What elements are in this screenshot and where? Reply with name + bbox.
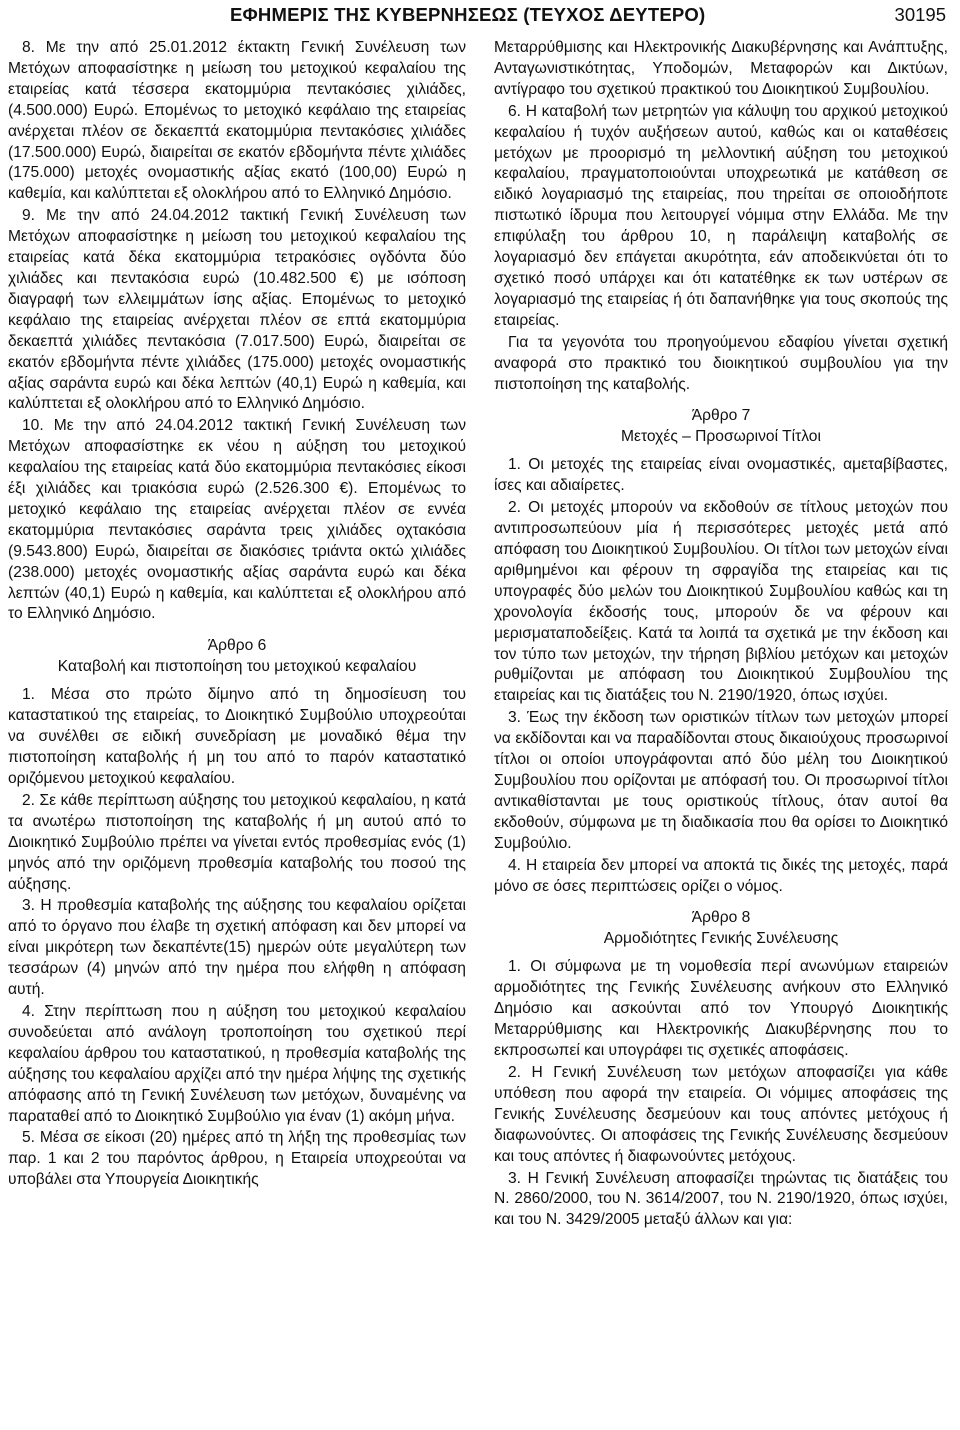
- article-7-paragraph-4: 4. Η εταιρεία δεν μπορεί να αποκτά τις δικές της μετοχές, παρά μόνο σε όσες περιπτώσεις ορίζει ο νόμος.: [494, 856, 948, 895]
- article-6-paragraph-5: 5. Μέσα σε είκοσι (20) ημέρες από τη λήξη της προθεσμίας των παρ. 1 και 2 του παρόντος άρθρου, η Εταιρεία υποχρεούται να υποβάλει στα Υπουργεία Διοικητικής: [8, 1129, 466, 1189]
- article-6-paragraph-2: 2. Σε κάθε περίπτωση αύξησης του μετοχικού κεφαλαίου, η κατά τα ανωτέρω πιστοποίηση της καταβολής ή μη αυτού από το Διοικητικό Συμβούλιο πρέπει να γίνεται εντός προθεσμίας ενός (1) μηνός από την οριζόμενη προθεσμία καταβολής του ποσού της αύξησης.: [8, 791, 466, 893]
- article-6-paragraph-1: 1. Μέσα στο πρώτο δίμηνο από τη δημοσίευση του καταστατικού της εταιρείας, το Διοικητικό Συμβούλιο υποχρεούται να συνέλθει σε ειδική συνεδρίαση με μοναδικό θέμα την πιστοποίηση καταβολής ή μη του από το παρόν καταστατικό οριζόμενου μετοχικού κεφαλαίου.: [8, 686, 466, 787]
- article-8-subtitle: Αρμοδιότητες Γενικής Συνέλευσης: [603, 930, 839, 948]
- article-6-title: Άρθρο 6: [207, 637, 267, 655]
- article-8-heading: [494, 907, 948, 949]
- left-column: [8, 38, 466, 1192]
- article-8-paragraph-3: 3. Η Γενική Συνέλευση αποφασίζει τηρώντας τις διατάξεις του Ν. 2860/2000, του Ν. 3614/2007, του Ν. 2190/1920, όπως ισχύει, και του Ν. 3429/2005 μεταξύ άλλων και για:: [494, 1169, 948, 1229]
- article-8-title: Άρθρο 8: [691, 909, 751, 927]
- article-7-heading: [494, 405, 948, 447]
- paragraph-8: 8. Με την από 25.01.2012 έκτακτη Γενική Συνέλευση των Μετόχων αποφασίστηκε η μείωση του μετοχικού κεφαλαίου της εταιρείας κατά τέσσερα εκατομμύρια πεντακόσιες χιλιάδες, (4.500.000) Ευρώ. Επομένως το μετοχικό κεφάλαιο της εταιρείας ανέρχεται πλέον σε δεκαεπτά εκατομμύρια πεντακόσιες χιλιάδες (17.500.000) Ευρώ, διαιρείται σε εκατόν εβδομήντα πέντε χιλιάδες (175.000) μετοχές ονομαστικής αξίας εκατό (100,00) Ευρώ η καθεμία, και καλύπτεται εξ ολοκλήρου από το Ελληνικό Δημόσιο.: [8, 39, 466, 203]
- continued-paragraph: Μεταρρύθμισης και Ηλεκτρονικής Διακυβέρνησης και Ανάπτυξης, Ανταγωνιστικότητας, Υποδομών, Μεταφορών και Δικτύων, αντίγραφο του σχετικού πρακτικού του Διοικητικού Συμβουλίου.: [494, 39, 948, 98]
- paragraph-10: 10. Με την από 24.04.2012 τακτική Γενική Συνέλευση των Μετόχων αποφασίστηκε εκ νέου η αύξηση του μετοχικού κεφαλαίου της εταιρείας κατά δύο εκατομμύρια πεντακόσιες είκοσι έξι χιλιάδες και τριακόσια ευρώ (2.526.300 €). Επομένως το μετοχικό κεφάλαιο της εταιρείας ανέρχεται πλέον σε εννέα εκατομμύρια πεντακόσιες σαράντα τρεις χιλιάδες οχτακόσια (9.543.800) Ευρώ, διαιρείται σε διακόσιες τριάντα οκτώ χιλιάδες (238.000) μετοχές ονομαστικής αξίας σαράντα ευρώ και δέκα λεπτών (40,1) Ευρώ η καθεμία, και καλύπτεται εξ ολοκλήρου από το Ελληνικό Δημόσιο.: [8, 417, 466, 623]
- article-7-paragraph-2: 2. Οι μετοχές μπορούν να εκδοθούν σε τίτλους μετοχών που αντιπροσωπεύουν μία ή περισσότερες μετοχές μετά από απόφαση του Διοικητικού Συμβουλίου. Οι τίτλοι των μετοχών είναι αριθμημένοι και φέρουν τη σφραγίδα της εταιρείας και τις υπογραφές δύο μελών του Διοικητικού Συμβουλίου καθώς και τη χρονολογία έκδοσής τους, μπορούν δε να φέρουν και μερισματαποδείξεις. Κατά τα λοιπά τα σχετικά με την έκδοση και τον τύπο των μετοχών, την τήρηση βιβλίου μετόχων και μετοχών ρυθμίζονται με απόφαση του Διοικητικού Συμβουλίου της εταιρείας και τις διατάξεις του Ν. 2190/1920, όπως ισχύει.: [494, 499, 948, 705]
- article-6-paragraph-6b: Για τα γεγονότα του προηγούμενου εδαφίου γίνεται σχετική αναφορά στο πρακτικό του διοικητικού συμβουλίου για την πιστοποίηση της καταβολής.: [494, 333, 948, 393]
- page-header: [0, 4, 960, 30]
- right-column: [494, 38, 948, 1232]
- article-7-subtitle: Μετοχές – Προσωρινοί Τίτλοι: [621, 428, 821, 446]
- article-6-paragraph-3: 3. Η προθεσμία καταβολής της αύξησης του κεφαλαίου ορίζεται από το όργανο που έλαβε τη σχετική απόφαση και δεν μπορεί να είναι μικρότερη των δεκαπέντε(15) ημερών ούτε μεγαλύτερη των τεσσάρων (4) μηνών από την ημέρα που ελήφθη η απόφαση αυτή.: [8, 897, 466, 999]
- article-7-title: Άρθρο 7: [691, 407, 751, 425]
- article-6-subtitle: Καταβολή και πιστοποίηση του μετοχικού κεφαλαίου: [57, 658, 417, 676]
- paragraph-9: 9. Με την από 24.04.2012 τακτική Γενική Συνέλευση των Μετόχων αποφασίστηκε η μείωση του μετοχικού κεφαλαίου της εταιρείας κατά δέκα εκατομμύρια τετρακόσιες ογδόντα δύο χιλιάδες και πεντακόσια ευρώ (10.482.500 €) με ισόποση διαγραφή των ελλειμμάτων ίσης αξίας. Επομένως το μετοχικό κεφάλαιο της εταιρείας ανέρχεται πλέον σε επτά εκατομμύρια δεκαεπτά χιλιάδες πεντακόσια (7.017.500) Ευρώ, διαιρείται σε εκατόν εβδομήντα πέντε χιλιάδες (175.000) μετοχές ονομαστικής αξίας σαράντα ευρώ και δέκα λεπτών (40,1) Ευρώ η καθεμία, και καλύπτεται εξ ολοκλήρου από το Ελληνικό Δημόσιο.: [8, 207, 466, 413]
- article-7-paragraph-3: 3. Έως την έκδοση των οριστικών τίτλων των μετοχών μπορεί να εκδίδονται και να παραδίδονται στους δικαιούχους προσωρινοί τίτλοι οι οποίοι υπογράφονται από δύο μέλη του Διοικητικού Συμβουλίου που ορίζονται με απόφασή του. Οι προσωρινοί τίτλοι αντικαθίστανται με τους οριστικούς τίτλους, όταν αυτοί θα εκδοθούν, σύμφωνα με τη διαδικασία που θα ορίσει το Διοικητικό Συμβούλιο.: [494, 709, 948, 852]
- article-7-paragraph-1: 1. Οι μετοχές της εταιρείας είναι ονομαστικές, αμεταβίβαστες, ίσες και αδιαίρετες.: [494, 456, 948, 495]
- article-6-paragraph-4: 4. Στην περίπτωση που η αύξηση του μετοχικού κεφαλαίου συνοδεύεται από ανάλογη τροποποίηση του σχετικού περί κεφαλαίου άρθρου του καταστατικού, η προθεσμία καταβολής της αύξησης του κεφαλαίου αρχίζει από την ημέρα λήψης της σχετικής απόφασης από τη Γενική Συνέλευση των μετόχων, δυναμένης να παραταθεί από το Διοικητικό Συμβούλιο για έναν (1) ακόμη μήνα.: [8, 1002, 466, 1125]
- article-8-paragraph-2: 2. Η Γενική Συνέλευση των μετόχων αποφασίζει για κάθε υπόθεση που αφορά την εταιρεία. Οι νόμιμες αποφάσεις της Γενικής Συνέλευσης δεσμεύουν και τους απόντες μετόχους ή διαφωνούντες. Οι αποφάσεις της Γενικής Συνέλευσης δεσμεύουν και τους απόντες ή διαφωνούντες μετόχους.: [494, 1063, 948, 1165]
- header-title: ΕΦΗΜΕΡΙΣ ΤΗΣ ΚΥΒΕΡΝΗΣΕΩΣ (ΤΕΥΧΟΣ ΔΕΥΤΕΡΟ): [230, 4, 706, 25]
- article-6-heading: [8, 635, 466, 677]
- page-number: 30195: [894, 4, 946, 25]
- article-8-paragraph-1: 1. Οι σύμφωνα με τη νομοθεσία περί ανωνύμων εταιρειών αρμοδιότητες της Γενικής Συνέλευσης ανήκουν στο Ελληνικό Δημόσιο και ασκούνται από τον Υπουργό Διοικητικής Μεταρρύθμισης και Ηλεκτρονικής Διακυβέρνησης που το εκπροσωπεί και υπογράφει τις σχετικές αποφάσεις.: [494, 958, 948, 1060]
- article-6-paragraph-6: 6. Η καταβολή των μετρητών για κάλυψη του αρχικού μετοχικού κεφαλαίου ή τυχόν αυξήσεων αυτού, καθώς και οι καταθέσεις μετόχων με προορισμό τη μελλοντική αύξηση του μετοχικού κεφαλαίου, πραγματοποιούνται υποχρεωτικά με κατάθεση σε ειδικό λογαριασμό της εταιρείας, που τηρείται σε οποιοδήποτε πιστωτικό ίδρυμα που λειτουργεί νόμιμα στην Ελλάδα. Με την επιφύλαξη του άρθρου 10, η παράλειψη καταβολής σε λογαριασμό δεν επάγεται ακυρότητα, εάν αποδεικνύεται ότι το σχετικό ποσό υπάρχει και ότι κατατέθηκε εκ των υστέρων σε λογαριασμό της εταιρείας ή ότι δαπανήθηκε για τους σκοπούς της εταιρείας.: [494, 102, 948, 329]
